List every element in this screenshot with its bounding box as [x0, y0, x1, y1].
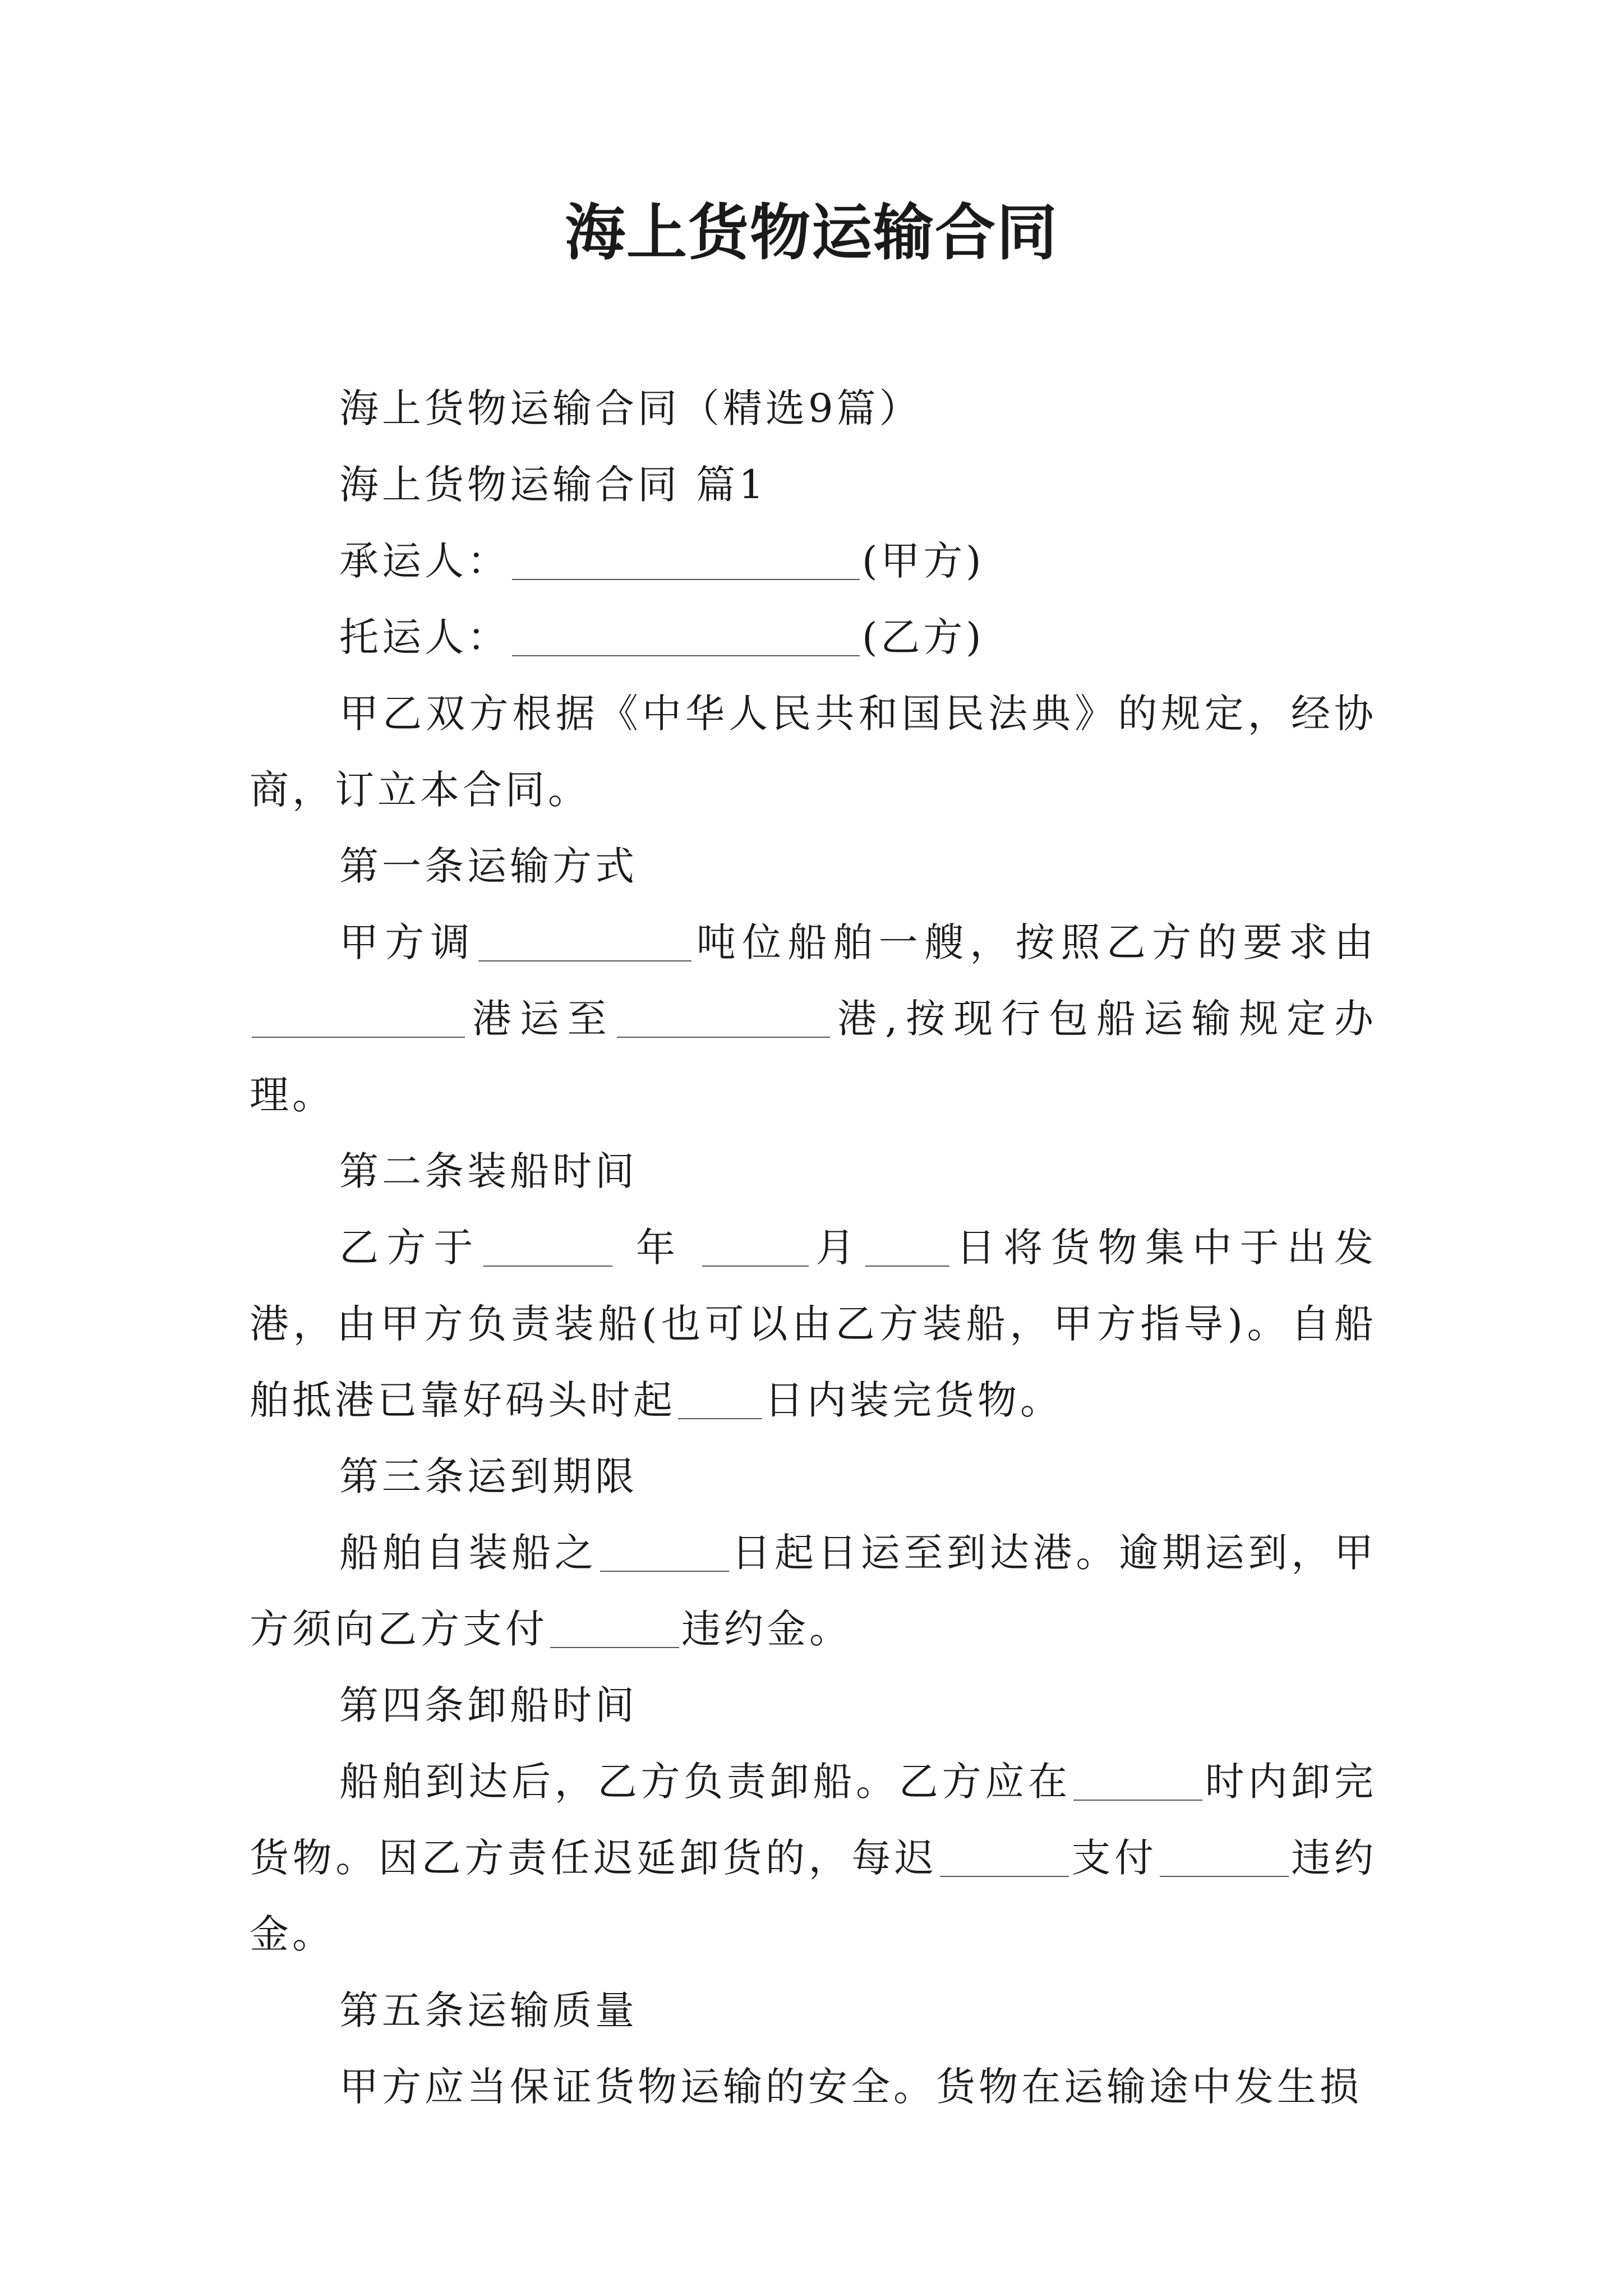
- art2-text-d: 日将货物集中于出发港，由甲方负责装船(也可以由乙方装船，甲方指导)。自船舶抵港已靠好码头时起: [250, 1225, 1377, 1423]
- article-3-title: [250, 1438, 1377, 1515]
- article-4-title: [250, 1667, 1377, 1743]
- intro-paragraph: [250, 675, 1377, 828]
- tonnage-blank[interactable]: [478, 920, 691, 961]
- article-2-title-text: 第二条装船时间: [339, 1148, 638, 1194]
- article-2-paragraph: [250, 1209, 1377, 1438]
- intro-text: 甲乙双方根据《中华人民共和国民法典》的规定，经协商，订立本合同。: [250, 691, 1377, 813]
- art2-month: 月: [811, 1225, 863, 1271]
- art2-text-a: 乙方于: [339, 1225, 481, 1271]
- shipper-label: 托运人：: [339, 614, 510, 660]
- article-5-title-text: 第五条运输质量: [339, 1987, 638, 2033]
- art4-text-a: 船舶到达后，乙方负责卸船。乙方应在: [339, 1759, 1071, 1805]
- destination-port-blank[interactable]: [617, 996, 830, 1038]
- art1-text-d: 港,按现行包船运输规定办理。: [250, 996, 1377, 1118]
- carrier-label: 承运人：: [339, 538, 510, 584]
- subtitle-line: [250, 370, 1377, 447]
- part-heading-line: [250, 447, 1377, 523]
- art4-text-d: 违约金。: [250, 1835, 1377, 1957]
- part-heading-text: 海上货物运输合同 篇1: [339, 462, 767, 508]
- loading-days-blank[interactable]: [678, 1378, 762, 1419]
- delay-penalty-blank[interactable]: [1160, 1835, 1289, 1877]
- art1-text-c: 港运至: [467, 996, 615, 1042]
- art1-text-a: 甲方调: [339, 919, 476, 965]
- document-body: [250, 370, 1377, 2125]
- art5-text-a: 甲方应当保证货物运输的安全。货物在运输途中发生损: [339, 2064, 1362, 2110]
- unloading-hours-blank[interactable]: [1073, 1759, 1202, 1801]
- year-blank[interactable]: [483, 1225, 612, 1267]
- article-1-title: [250, 828, 1377, 904]
- article-5-title: [250, 1972, 1377, 2049]
- art2-year: 年: [631, 1225, 684, 1271]
- art4-text-c: 支付: [1071, 1835, 1158, 1881]
- carrier-blank[interactable]: [512, 539, 860, 580]
- carrier-line: [250, 523, 1377, 599]
- art3-text-b: 日起日运至到达港。逾期运到，甲方须向乙方支付: [250, 1530, 1377, 1652]
- art3-text-c: 违约金。: [681, 1606, 852, 1652]
- article-5-paragraph: [250, 2049, 1377, 2125]
- article-3-paragraph: [250, 1515, 1377, 1667]
- article-4-paragraph: [250, 1743, 1377, 1972]
- art2-text-e: 日内装完货物。: [764, 1377, 1063, 1423]
- art4-text-b: 时内卸完货物。因乙方责任迟延卸货的，每迟: [250, 1759, 1377, 1881]
- carrier-suffix: (甲方): [862, 538, 985, 584]
- art3-text-a: 船舶自装船之: [339, 1530, 598, 1576]
- article-1-paragraph: [250, 904, 1377, 1133]
- document-title: 海上货物运输合同: [564, 197, 1058, 268]
- late-penalty-blank[interactable]: [550, 1607, 679, 1648]
- article-4-title-text: 第四条卸船时间: [339, 1682, 638, 1728]
- shipper-blank[interactable]: [512, 615, 860, 656]
- subtitle-text: 海上货物运输合同（精选9篇）: [339, 385, 922, 431]
- origin-port-blank[interactable]: [252, 996, 465, 1038]
- article-3-title-text: 第三条运到期限: [339, 1453, 638, 1499]
- transit-days-blank[interactable]: [600, 1530, 729, 1572]
- month-blank[interactable]: [702, 1225, 809, 1267]
- article-2-title: [250, 1133, 1377, 1209]
- shipper-suffix: (乙方): [862, 614, 985, 660]
- art1-text-b: 吨位船舶一艘，按照乙方的要求由: [693, 919, 1377, 965]
- day-blank[interactable]: [865, 1225, 949, 1267]
- article-1-title-text: 第一条运输方式: [339, 843, 638, 889]
- delay-unit-blank[interactable]: [940, 1835, 1069, 1877]
- shipper-line: [250, 599, 1377, 675]
